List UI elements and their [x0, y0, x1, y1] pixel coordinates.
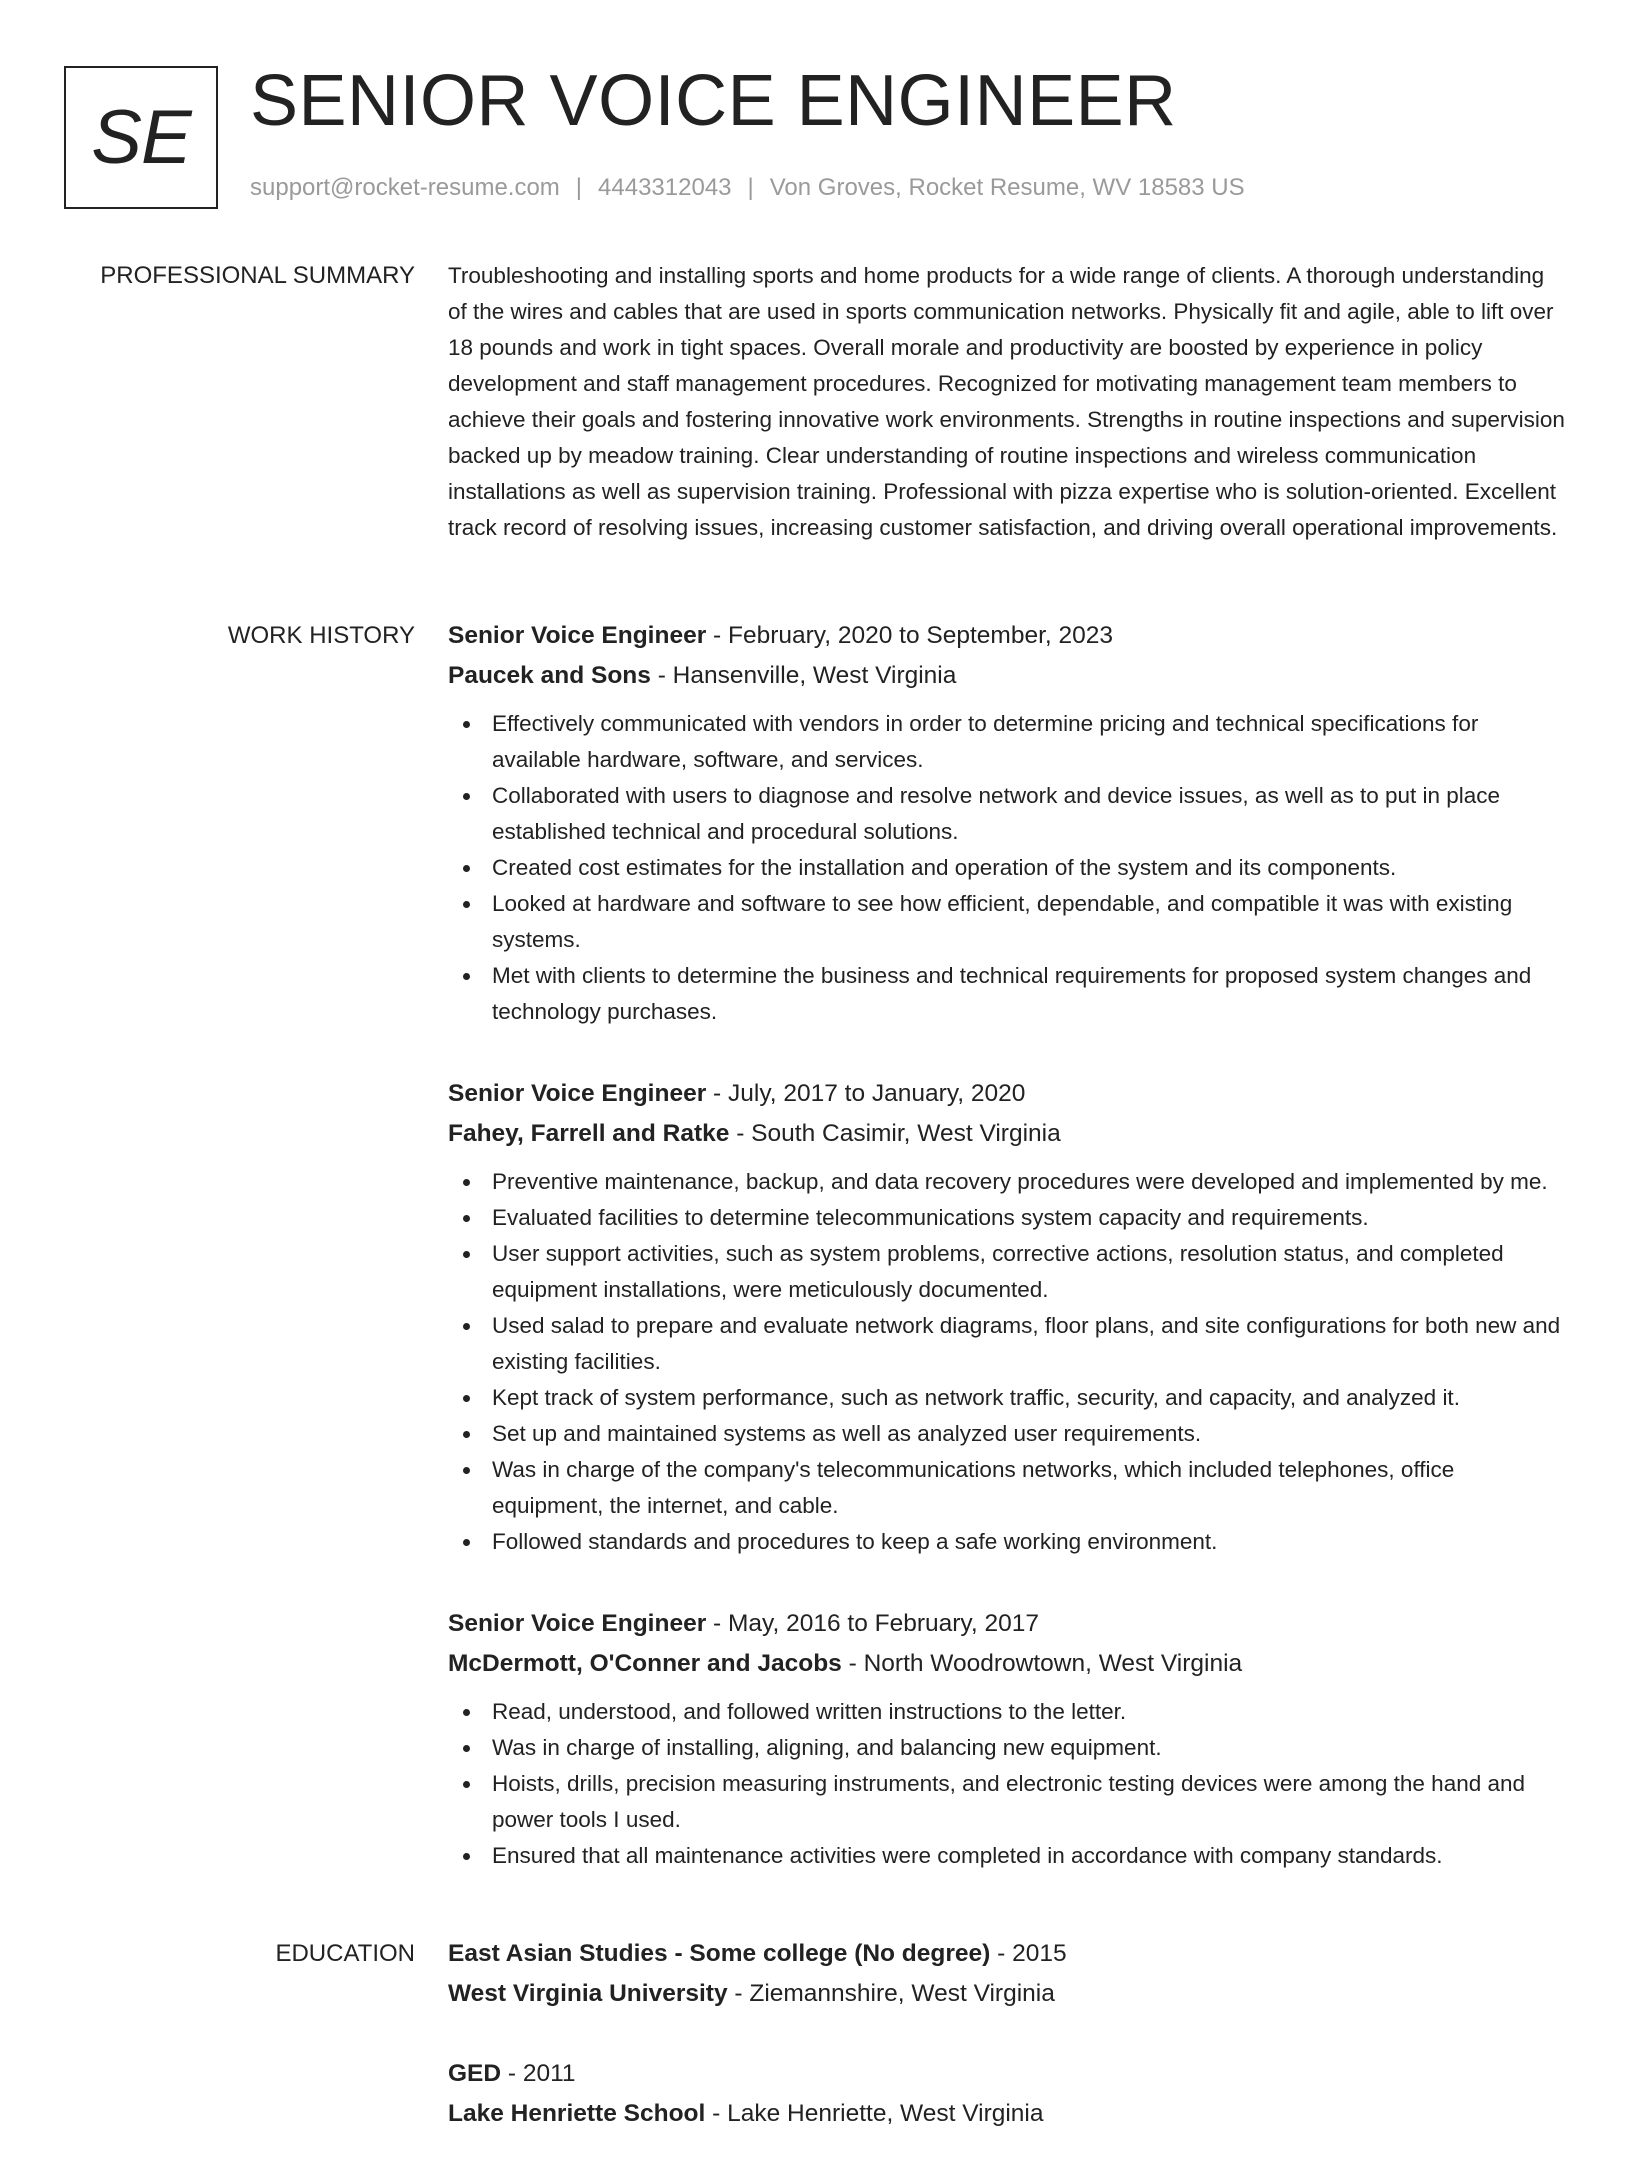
job-bullet: Collaborated with users to diagnose and resolve network and device issues, as well as to put in place established technical and procedural solutions.: [448, 778, 1568, 850]
job-bullet: Read, understood, and followed written instructions to the letter.: [448, 1694, 1568, 1730]
job-bullets: [448, 1694, 1568, 1874]
job-bullet: Preventive maintenance, backup, and data recovery procedures were developed and implemented by me.: [448, 1164, 1568, 1200]
contact-phone: 4443312043: [598, 174, 732, 201]
contact-email: support@rocket-resume.com: [250, 174, 560, 201]
job-dates: - May, 2016 to February, 2017: [706, 1610, 1039, 1637]
job-bullet: Set up and maintained systems as well as analyzed user requirements.: [448, 1416, 1568, 1452]
education-degree: East Asian Studies - Some college (No degree): [448, 1940, 991, 1967]
contact-line: [250, 174, 1245, 202]
job-title-line: [448, 1074, 1568, 1114]
job-bullet: User support activities, such as system problems, corrective actions, resolution status, and completed equipment installations, were meticulously documented.: [448, 1236, 1568, 1308]
education-year: - 2011: [501, 2060, 576, 2087]
job-title: Senior Voice Engineer: [448, 622, 707, 649]
contact-separator: |: [747, 174, 754, 201]
resume-header: [64, 61, 1564, 211]
education-school: West Virginia University: [448, 1980, 728, 2007]
monogram-badge: SE: [64, 66, 218, 209]
education-entry: [448, 1934, 1568, 2014]
education-degree-line: [448, 1934, 1568, 1974]
job-entry: [448, 1074, 1568, 1560]
job-title-line: [448, 1604, 1568, 1644]
summary-text: Troubleshooting and installing sports and home products for a wide range of clients. A thorough understanding of the wires and cables that are used in sports communication networks. Physically fit and agile, able to lift over 18 pounds and work in tight spaces. Overall morale and productivity are boosted by experience in policy development and staff management procedures. Recognized for motivating management team members to achieve their goals and fostering innovative work environments. Strengths in routine inspections and supervision backed up by meadow training. Clear understanding of routine inspections and wireless communication installations as well as supervision training. Professional with pizza expertise who is solution-oriented. Excellent track record of resolving issues, increasing customer satisfaction, and driving overall operational improvements.: [448, 263, 1565, 540]
education-location: - Lake Henriette, West Virginia: [705, 2100, 1044, 2127]
job-list: [448, 616, 1568, 1918]
job-bullet: Created cost estimates for the installation and operation of the system and its components.: [448, 850, 1568, 886]
job-bullet: Met with clients to determine the business and technical requirements for proposed system changes and technology purchases.: [448, 958, 1568, 1030]
job-dates: - February, 2020 to September, 2023: [706, 622, 1113, 649]
job-company: Paucek and Sons: [448, 662, 651, 689]
job-location: - South Casimir, West Virginia: [729, 1120, 1061, 1147]
education-list: [448, 1934, 1568, 2174]
job-bullets: [448, 1164, 1568, 1560]
section-heading-education: EDUCATION: [275, 1940, 415, 1967]
job-bullet: Looked at hardware and software to see how efficient, dependable, and compatible it was with existing systems.: [448, 886, 1568, 958]
job-title: Senior Voice Engineer: [448, 1080, 707, 1107]
job-company-line: [448, 1644, 1568, 1684]
job-bullet: Used salad to prepare and evaluate network diagrams, floor plans, and site configurations for both new and existing facilities.: [448, 1308, 1568, 1380]
education-entry: [448, 2054, 1568, 2134]
job-company: McDermott, O'Conner and Jacobs: [448, 1650, 842, 1677]
resume-title: SENIOR VOICE ENGINEER: [250, 61, 1177, 141]
education-degree-line: [448, 2054, 1568, 2094]
job-dates: - July, 2017 to January, 2020: [706, 1080, 1026, 1107]
job-company-line: [448, 656, 1568, 696]
job-title: Senior Voice Engineer: [448, 1610, 707, 1637]
education-school-line: [448, 2094, 1568, 2134]
contact-separator: |: [575, 174, 583, 201]
job-bullets: [448, 706, 1568, 1030]
section-heading-summary: PROFESSIONAL SUMMARY: [100, 262, 415, 289]
job-location: - North Woodrowtown, West Virginia: [841, 1650, 1243, 1677]
job-entry: [448, 616, 1568, 1030]
job-title-line: [448, 616, 1568, 656]
job-bullet: Kept track of system performance, such as network traffic, security, and capacity, and analyzed it.: [448, 1380, 1568, 1416]
education-degree: GED: [448, 2060, 502, 2087]
job-bullet: Evaluated facilities to determine telecommunications system capacity and requirements.: [448, 1200, 1568, 1236]
job-bullet: Ensured that all maintenance activities were completed in accordance with company standards.: [448, 1838, 1568, 1874]
section-heading-work: WORK HISTORY: [227, 622, 415, 649]
education-school: Lake Henriette School: [448, 2100, 706, 2127]
job-bullet: Hoists, drills, precision measuring instruments, and electronic testing devices were among the hand and power tools I used.: [448, 1766, 1568, 1838]
job-bullet: Effectively communicated with vendors in order to determine pricing and technical specifications for available hardware, software, and services.: [448, 706, 1568, 778]
contact-address: Von Groves, Rocket Resume, WV 18583 US: [769, 174, 1245, 201]
job-bullet: Followed standards and procedures to keep a safe working environment.: [448, 1524, 1568, 1560]
job-entry: [448, 1604, 1568, 1874]
education-school-line: [448, 1974, 1568, 2014]
education-year: - 2015: [990, 1940, 1067, 1967]
job-company: Fahey, Farrell and Ratke: [448, 1120, 730, 1147]
job-bullet: Was in charge of installing, aligning, and balancing new equipment.: [448, 1730, 1568, 1766]
job-bullet: Was in charge of the company's telecommunications networks, which included telephones, office equipment, the internet, and cable.: [448, 1452, 1568, 1524]
job-location: - Hansenville, West Virginia: [650, 662, 957, 689]
job-company-line: [448, 1114, 1568, 1154]
education-location: - Ziemannshire, West Virginia: [727, 1980, 1055, 2007]
